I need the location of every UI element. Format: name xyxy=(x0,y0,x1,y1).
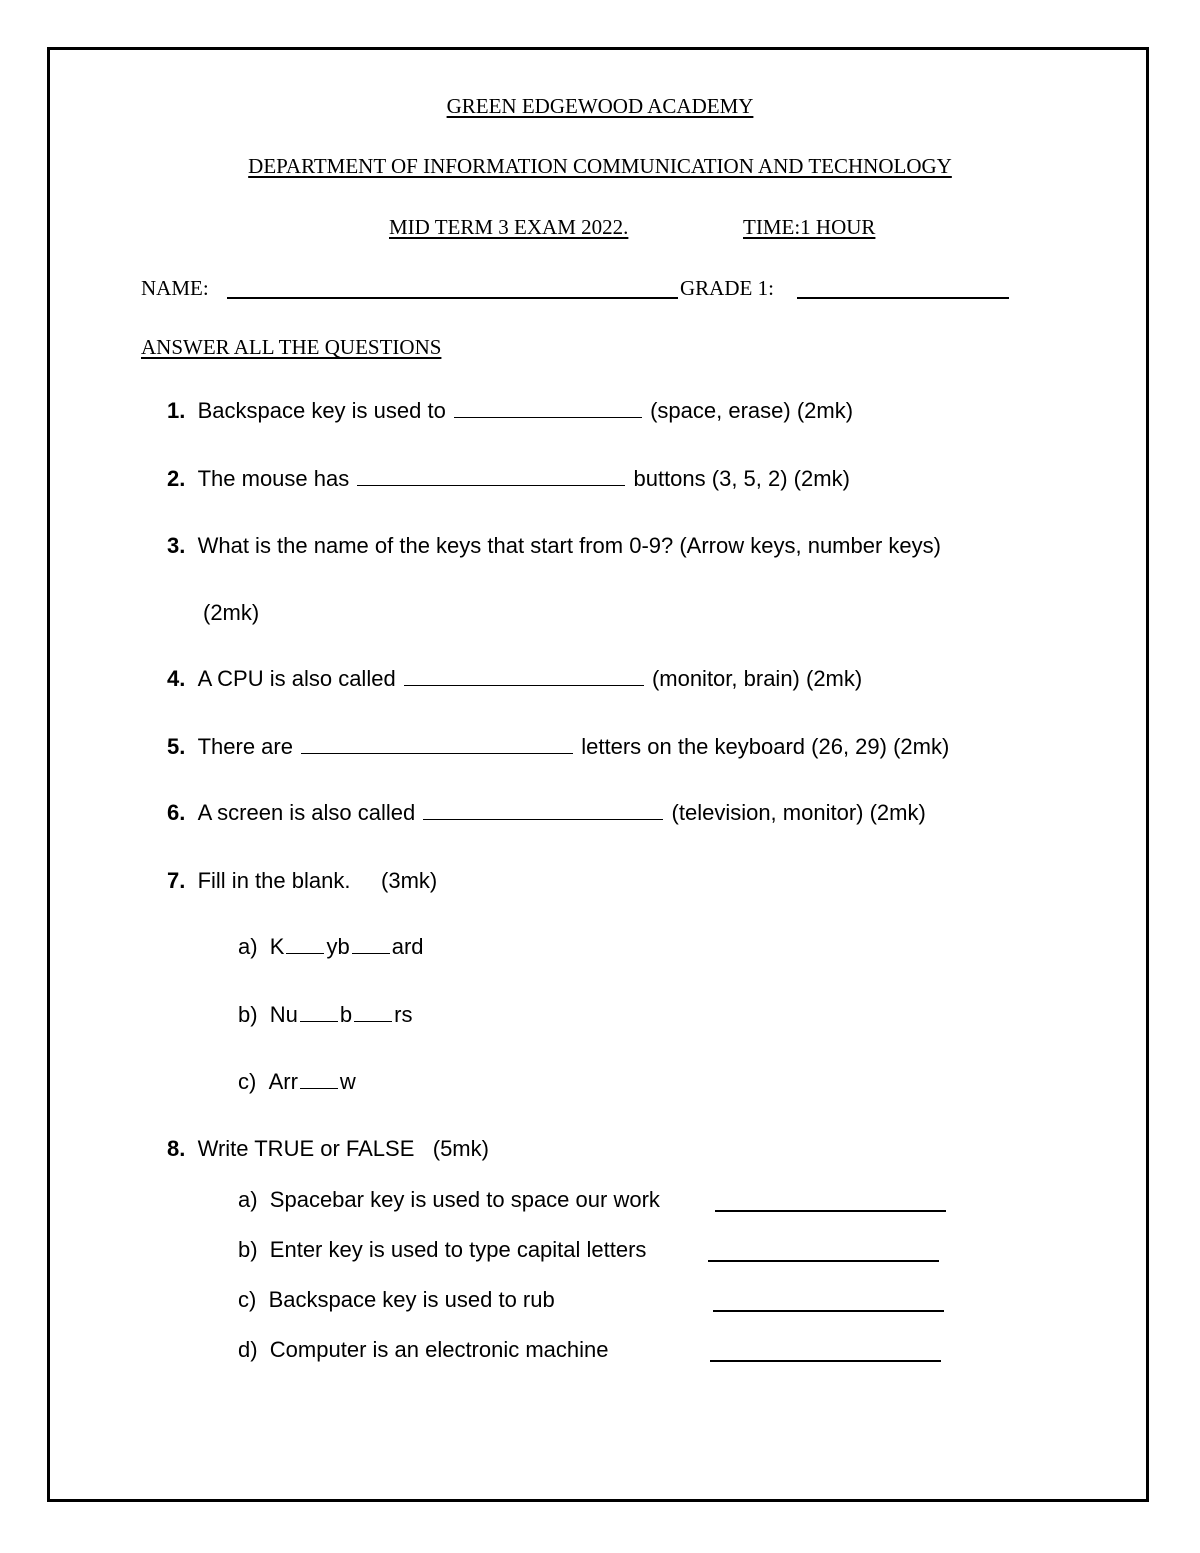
question-marks: (5mk) xyxy=(432,1136,489,1161)
question-number: 4. xyxy=(167,666,186,691)
question-options: (space, erase) (2mk) xyxy=(650,398,854,423)
question-7 xyxy=(167,867,437,895)
item-letter: d) xyxy=(238,1337,258,1362)
tf-answer-b[interactable] xyxy=(708,1260,939,1262)
department-title: DEPARTMENT OF INFORMATION COMMUNICATION AND TECHNOLOGY xyxy=(248,154,952,178)
answer-blank[interactable] xyxy=(357,484,625,486)
tf-answer-a[interactable] xyxy=(715,1210,946,1212)
question-options: letters on the keyboard (26, 29) (2mk) xyxy=(581,734,950,759)
question-number: 6. xyxy=(167,800,186,825)
statement-text: Backspace key is used to rub xyxy=(268,1287,555,1312)
answer-blank[interactable] xyxy=(423,818,663,820)
instruction: ANSWER ALL THE QUESTIONS xyxy=(141,335,442,359)
answer-blank[interactable] xyxy=(454,416,642,418)
question-3-marks: (2mk) xyxy=(203,600,260,625)
question-text: The mouse has xyxy=(197,466,350,491)
question-1 xyxy=(167,397,853,425)
question-options: buttons (3, 5, 2) (2mk) xyxy=(633,466,850,491)
fill-item-c xyxy=(238,1068,356,1096)
answer-blank[interactable] xyxy=(301,752,573,754)
question-marks: (3mk) xyxy=(381,868,438,893)
question-5 xyxy=(167,733,949,761)
word-part: b xyxy=(339,1002,353,1027)
word-part: yb xyxy=(326,934,350,959)
fill-item-b xyxy=(238,1001,413,1029)
item-letter: b) xyxy=(238,1002,258,1027)
question-text: Backspace key is used to xyxy=(197,398,446,423)
question-number: 8. xyxy=(167,1136,186,1161)
page-border xyxy=(47,47,1149,1502)
question-text: A CPU is also called xyxy=(197,666,396,691)
item-letter: a) xyxy=(238,934,258,959)
letter-blank[interactable] xyxy=(300,1020,338,1022)
grade-label: GRADE 1: xyxy=(680,276,774,300)
question-text: Fill in the blank. xyxy=(197,868,351,893)
tf-answer-c[interactable] xyxy=(713,1310,944,1312)
fill-item-a xyxy=(238,933,424,961)
question-6 xyxy=(167,799,926,827)
item-letter: c) xyxy=(238,1069,257,1094)
name-field[interactable] xyxy=(227,297,678,299)
question-text: What is the name of the keys that start from 0-9? (Arrow keys, number keys) xyxy=(197,533,941,558)
item-letter: b) xyxy=(238,1237,258,1262)
name-label: NAME: xyxy=(141,276,209,300)
word-part: rs xyxy=(394,1002,413,1027)
question-options: (television, monitor) (2mk) xyxy=(671,800,926,825)
word-part: Nu xyxy=(269,1002,298,1027)
statement-text: Spacebar key is used to space our work xyxy=(269,1187,660,1212)
tf-answer-d[interactable] xyxy=(710,1360,941,1362)
question-text: Write TRUE or FALSE xyxy=(197,1136,415,1161)
letter-blank[interactable] xyxy=(300,1087,338,1089)
word-part: ard xyxy=(391,934,424,959)
question-text: A screen is also called xyxy=(197,800,416,825)
exam-time: TIME:1 HOUR xyxy=(743,215,876,239)
item-letter: a) xyxy=(238,1187,258,1212)
question-3 xyxy=(167,532,941,560)
word-part: w xyxy=(339,1069,356,1094)
tf-item-c xyxy=(238,1286,555,1314)
question-number: 2. xyxy=(167,466,186,491)
word-part: K xyxy=(269,934,285,959)
letter-blank[interactable] xyxy=(286,952,324,954)
question-number: 1. xyxy=(167,398,186,423)
statement-text: Computer is an electronic machine xyxy=(269,1337,609,1362)
statement-text: Enter key is used to type capital letters xyxy=(269,1237,647,1262)
item-letter: c) xyxy=(238,1287,257,1312)
question-number: 7. xyxy=(167,868,186,893)
question-number: 3. xyxy=(167,533,186,558)
tf-item-a xyxy=(238,1186,660,1214)
question-number: 5. xyxy=(167,734,186,759)
word-part: Arr xyxy=(268,1069,298,1094)
question-2 xyxy=(167,465,850,493)
question-options: (monitor, brain) (2mk) xyxy=(651,666,863,691)
exam-title: MID TERM 3 EXAM 2022. xyxy=(389,215,629,239)
question-8 xyxy=(167,1135,489,1163)
tf-item-d xyxy=(238,1336,609,1364)
question-4 xyxy=(167,665,862,693)
letter-blank[interactable] xyxy=(352,952,390,954)
question-text: There are xyxy=(197,734,293,759)
answer-blank[interactable] xyxy=(404,684,644,686)
grade-field[interactable] xyxy=(797,297,1009,299)
school-name: GREEN EDGEWOOD ACADEMY xyxy=(446,94,754,118)
tf-item-b xyxy=(238,1236,646,1264)
letter-blank[interactable] xyxy=(354,1020,392,1022)
